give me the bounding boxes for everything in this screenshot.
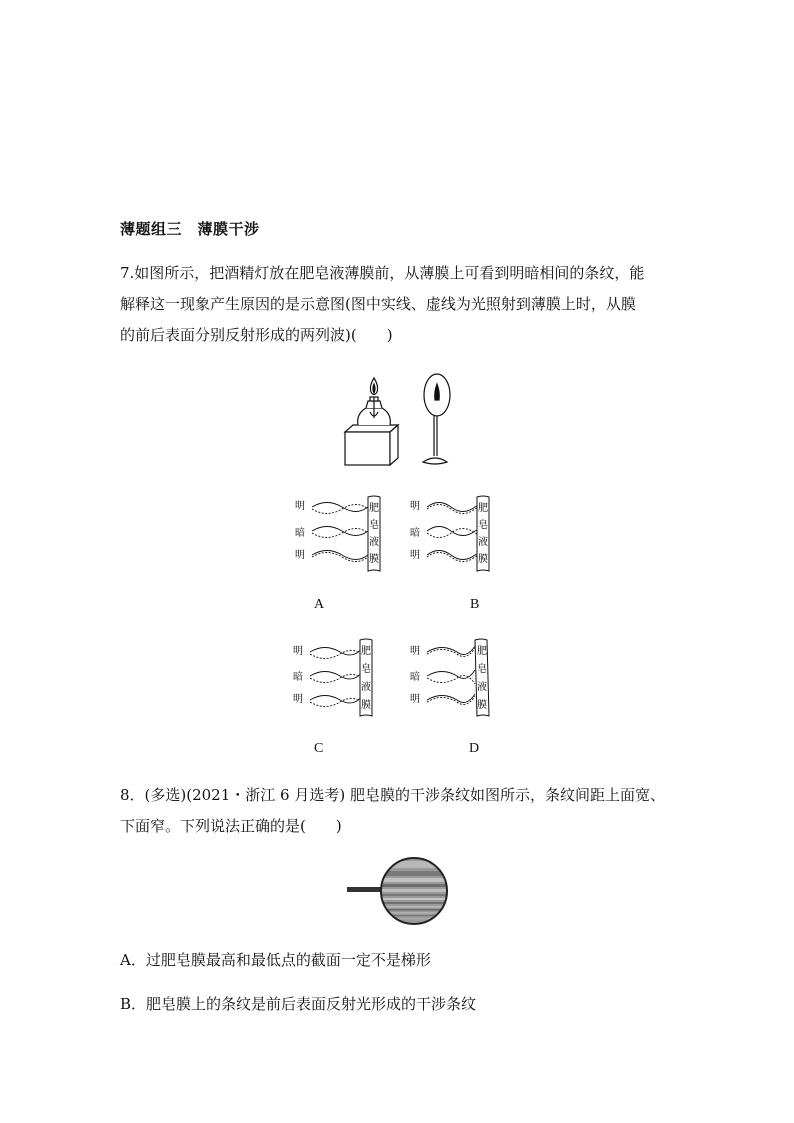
option-a-diagram	[290, 493, 390, 573]
film-char: 肥	[369, 503, 379, 514]
label-bright: 明	[293, 694, 303, 705]
label-bright: 明	[295, 550, 305, 561]
film-char: 膜	[369, 554, 379, 565]
lamp-figure	[330, 370, 480, 470]
q7-line-2: 解释这一现象产生原因的是示意图(图中实线、虚线为光照射到薄膜上时，从膜	[120, 295, 636, 313]
film-char: 肥	[477, 646, 487, 657]
film-char: 液	[478, 537, 488, 548]
label-dark: 暗	[410, 528, 420, 539]
waves	[427, 503, 483, 562]
alcohol-lamp	[345, 378, 398, 465]
q7-line-3: 的前后表面分别反射形成的两列波)( )	[120, 326, 393, 344]
film-char: 液	[477, 682, 487, 693]
waves	[310, 648, 362, 707]
option-a-label: A	[314, 597, 325, 612]
q8-option-b: B．肥皂膜上的条纹是前后表面反射光形成的干涉条纹	[120, 995, 477, 1013]
option-b-label: B	[470, 597, 480, 612]
option-c-diagram	[290, 636, 390, 718]
question-8-stem	[120, 780, 700, 842]
label-bright: 明	[410, 550, 420, 561]
film-char: 皂	[361, 664, 371, 675]
label-bright: 明	[410, 694, 420, 705]
label-dark: 暗	[293, 672, 303, 683]
film-char: 膜	[477, 700, 487, 711]
option-b-diagram	[405, 493, 505, 573]
option-d-diagram	[405, 636, 505, 718]
film-char: 膜	[361, 700, 371, 711]
label-bright: 明	[410, 646, 420, 657]
label-bright: 明	[293, 646, 303, 657]
option-d-label: D	[469, 741, 480, 756]
film-char: 肥	[478, 503, 488, 514]
label-bright: 明	[295, 501, 305, 512]
candle-on-stand	[423, 374, 450, 464]
soap-film-ring-figure	[345, 853, 450, 933]
waves	[427, 646, 475, 704]
label-bright: 明	[410, 501, 420, 512]
film-char: 液	[361, 682, 371, 693]
q8-line-2: 下面窄。下列说法正确的是( )	[120, 817, 342, 835]
waves	[312, 503, 368, 562]
film-char: 皂	[478, 520, 488, 531]
label-dark: 暗	[295, 528, 305, 539]
ring-handle	[347, 887, 383, 892]
q7-line-1: 7.如图所示，把酒精灯放在肥皂液薄膜前，从薄膜上可看到明暗相间的条纹，能	[120, 264, 645, 282]
section-heading: 薄题组三 薄膜干涉	[120, 220, 260, 238]
q8-line-1: 8．(多选)(2021・浙江 6 月选考) 肥皂膜的干涉条纹如图所示，条纹间距上面宽、	[120, 786, 665, 804]
question-7-stem	[120, 258, 680, 353]
film-char: 皂	[369, 520, 379, 531]
q8-option-a: A．过肥皂膜最高和最低点的截面一定不是梯形	[120, 951, 431, 969]
option-c-label: C	[314, 741, 324, 756]
film-char: 皂	[477, 664, 487, 675]
film-char: 膜	[478, 554, 488, 565]
film-char: 液	[369, 537, 379, 548]
film-char: 肥	[361, 646, 371, 657]
label-dark: 暗	[410, 672, 420, 683]
